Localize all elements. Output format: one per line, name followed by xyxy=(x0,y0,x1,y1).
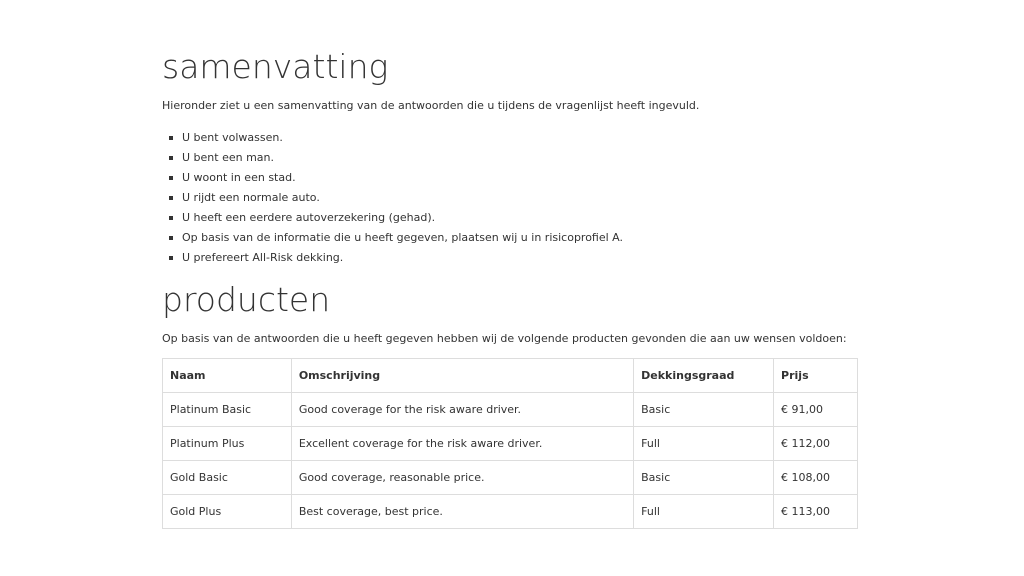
cell-omschrijving: Excellent coverage for the risk aware driver. xyxy=(291,427,633,461)
bullet-icon xyxy=(169,176,173,180)
cell-omschrijving: Best coverage, best price. xyxy=(291,495,633,529)
list-item xyxy=(162,228,623,248)
list-item xyxy=(162,128,623,148)
table-row xyxy=(163,461,858,495)
list-item xyxy=(162,208,623,228)
cell-naam: Gold Basic xyxy=(163,461,292,495)
cell-omschrijving: Good coverage for the risk aware driver. xyxy=(291,393,633,427)
summary-intro: Hieronder ziet u een samenvatting van de antwoorden die u tijdens de vragenlijst heeft ingevuld. xyxy=(162,99,700,112)
table-row xyxy=(163,427,858,461)
cell-naam: Gold Plus xyxy=(163,495,292,529)
table-row xyxy=(163,393,858,427)
header-dekkingsgraad: Dekkingsgraad xyxy=(634,359,774,393)
cell-dekkingsgraad: Basic xyxy=(634,461,774,495)
cell-prijs: € 113,00 xyxy=(774,495,858,529)
list-item xyxy=(162,248,623,268)
summary-title: samenvatting xyxy=(162,47,389,86)
cell-dekkingsgraad: Full xyxy=(634,427,774,461)
list-item xyxy=(162,168,623,188)
table-row xyxy=(163,495,858,529)
table-header-row xyxy=(163,359,858,393)
products-table xyxy=(162,358,858,529)
bullet-icon xyxy=(169,156,173,160)
bullet-icon xyxy=(169,136,173,140)
list-item xyxy=(162,188,623,208)
list-item-text: U bent een man. xyxy=(182,151,275,164)
cell-dekkingsgraad: Full xyxy=(634,495,774,529)
cell-prijs: € 108,00 xyxy=(774,461,858,495)
bullet-icon xyxy=(169,196,173,200)
list-item-text: Op basis van de informatie die u heeft gegeven, plaatsen wij u in risicoprofiel A. xyxy=(182,231,624,244)
list-item-text: U heeft een eerdere autoverzekering (gehad). xyxy=(182,211,436,224)
cell-naam: Platinum Plus xyxy=(163,427,292,461)
bullet-icon xyxy=(169,216,173,220)
header-prijs: Prijs xyxy=(774,359,858,393)
bullet-icon xyxy=(169,256,173,260)
cell-dekkingsgraad: Basic xyxy=(634,393,774,427)
cell-prijs: € 91,00 xyxy=(774,393,858,427)
answers-list xyxy=(162,128,623,268)
cell-omschrijving: Good coverage, reasonable price. xyxy=(291,461,633,495)
list-item-text: U prefereert All-Risk dekking. xyxy=(182,251,344,264)
list-item xyxy=(162,148,623,168)
products-title: producten xyxy=(162,280,331,319)
list-item-text: U bent volwassen. xyxy=(182,131,283,144)
bullet-icon xyxy=(169,236,173,240)
products-intro: Op basis van de antwoorden die u heeft gegeven hebben wij de volgende producten gevonden die aan uw wensen voldoen: xyxy=(162,332,847,345)
cell-prijs: € 112,00 xyxy=(774,427,858,461)
header-omschrijving: Omschrijving xyxy=(291,359,633,393)
header-naam: Naam xyxy=(163,359,292,393)
list-item-text: U rijdt een normale auto. xyxy=(182,191,320,204)
cell-naam: Platinum Basic xyxy=(163,393,292,427)
list-item-text: U woont in een stad. xyxy=(182,171,296,184)
